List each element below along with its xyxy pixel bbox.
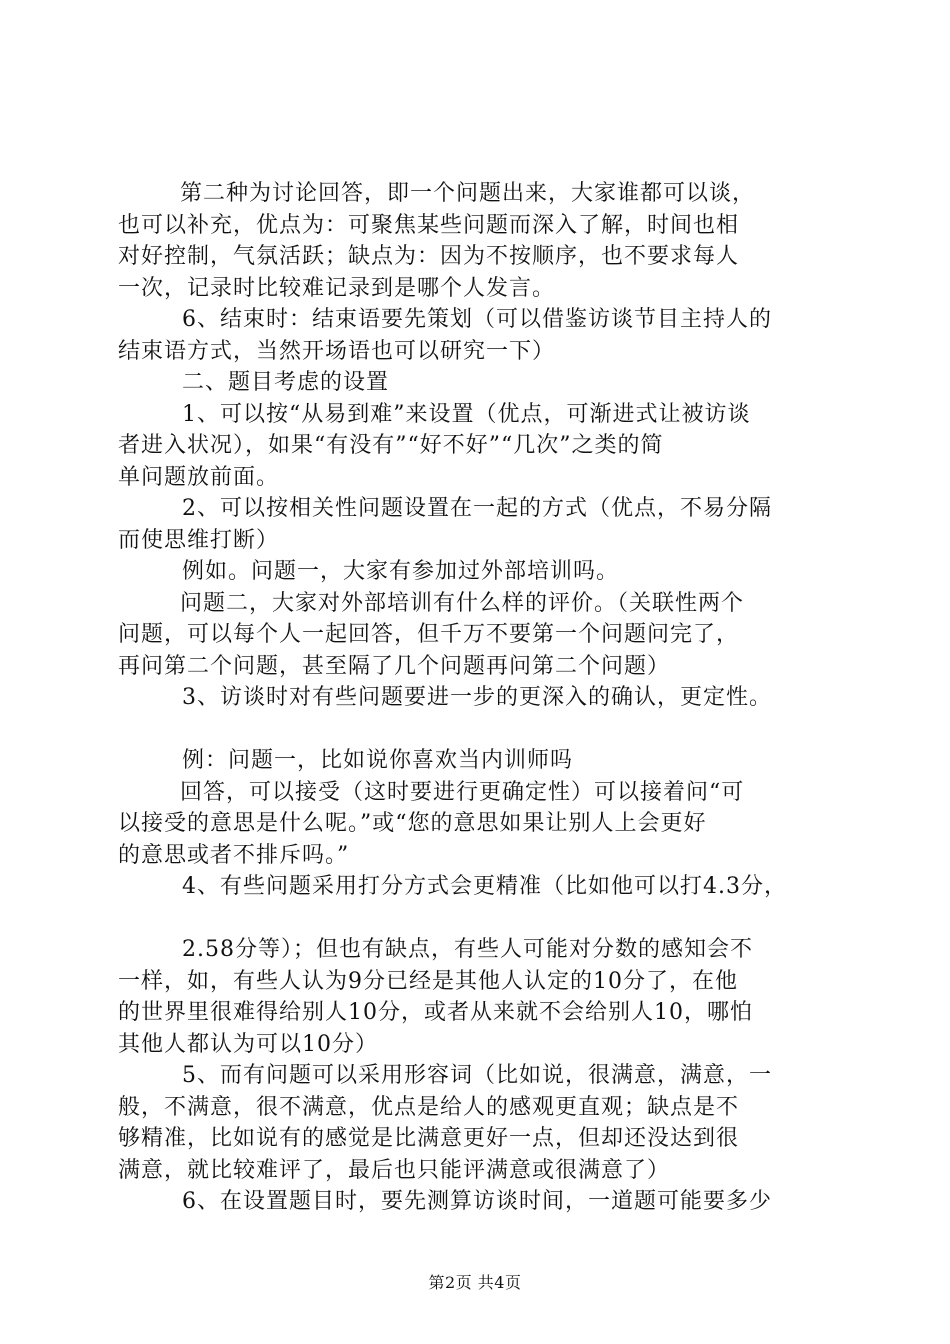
paragraph-line: 5、而有问题可以采用形容词（比如说，很满意，满意，一 xyxy=(182,1063,772,1088)
paragraph-line: 回答，可以接受（这时要进行更确定性）可以接着问“可 xyxy=(180,779,745,805)
paragraph-line: 问题二，大家对外部培训有什么样的评价。（关联性两个 xyxy=(180,590,745,616)
blank-line xyxy=(118,714,833,746)
paragraph-line: 再问第二个问题，甚至隔了几个问题再问第二个问题） xyxy=(118,653,671,679)
paragraph-line: 一样，如，有些人认为9分已经是其他人认定的10分了，在他 xyxy=(118,968,738,994)
paragraph-line: 结束语方式，当然开场语也可以研究一下） xyxy=(118,338,556,364)
paragraph-line: 例如。问题一，大家有参加过外部培训吗。 xyxy=(182,559,620,584)
paragraph-line: 般，不满意，很不满意，优点是给人的感观更直观；缺点是不 xyxy=(118,1094,740,1120)
paragraph-line: 对好控制，气氛活跃；缺点为：因为不按顺序，也不要求每人 xyxy=(118,244,740,269)
paragraph-line: 满意，就比较难评了，最后也只能评满意或很满意了） xyxy=(118,1157,671,1183)
paragraph-line: 者进入状况），如果“有没有”“好不好”“几次”之类的简 xyxy=(118,433,664,458)
paragraph-line: 3、访谈时对有些问题要进一步的更深入的确认，更定性。 xyxy=(182,685,772,710)
paragraph-line: 问题，可以每个人一起回答，但千万不要第一个问题问完了， xyxy=(118,622,740,647)
paragraph-line: 以接受的意思是什么呢。”或“您的意思如果让别人上会更好 xyxy=(118,811,707,836)
paragraph-line: 2.58分等）；但也有缺点，有些人可能对分数的感知会不 xyxy=(182,937,753,962)
paragraph-line: 4、有些问题采用打分方式会更精准（比如他可以打4.3分， xyxy=(182,874,787,899)
paragraph-line: 够精准，比如说有的感觉是比满意更好一点，但却还没达到很 xyxy=(118,1126,740,1151)
blank-line xyxy=(118,903,833,935)
paragraph-line: 2、可以按相关性问题设置在一起的方式（优点，不易分隔 xyxy=(182,496,772,521)
paragraph-line: 6、在设置题目时，要先测算访谈时间，一道题可能要多少 xyxy=(182,1189,772,1214)
paragraph-line: 第二种为讨论回答，即一个问题出来，大家谁都可以谈， xyxy=(180,181,756,206)
paragraph-line: 1、可以按“从易到难”来设置（优点，可渐进式让被访谈 xyxy=(182,401,751,427)
paragraph-line: 其他人都认为可以10分） xyxy=(118,1031,378,1057)
page-number-footer: 第2页 共4页 xyxy=(428,1273,522,1292)
section-heading: 二、题目考虑的设置 xyxy=(182,370,390,395)
paragraph-line: 例：问题一，比如说你喜欢当内训师吗 xyxy=(182,748,574,773)
paragraph-line: 也可以补充，优点为：可聚焦某些问题而深入了解，时间也相 xyxy=(118,212,740,238)
paragraph-line: 6、结束时：结束语要先策划（可以借鉴访谈节目主持人的 xyxy=(182,307,772,332)
paragraph-line: 而使思维打断） xyxy=(118,527,280,553)
paragraph-line: 的意思或者不排斥吗。” xyxy=(118,842,350,868)
paragraph-line: 的世界里很难得给别人10分，或者从来就不会给别人10，哪怕 xyxy=(118,1000,753,1025)
paragraph-line: 一次，记录时比较难记录到是哪个人发言。 xyxy=(118,275,556,301)
document-body xyxy=(118,178,833,1218)
paragraph-line: 单问题放前面。 xyxy=(118,464,280,490)
